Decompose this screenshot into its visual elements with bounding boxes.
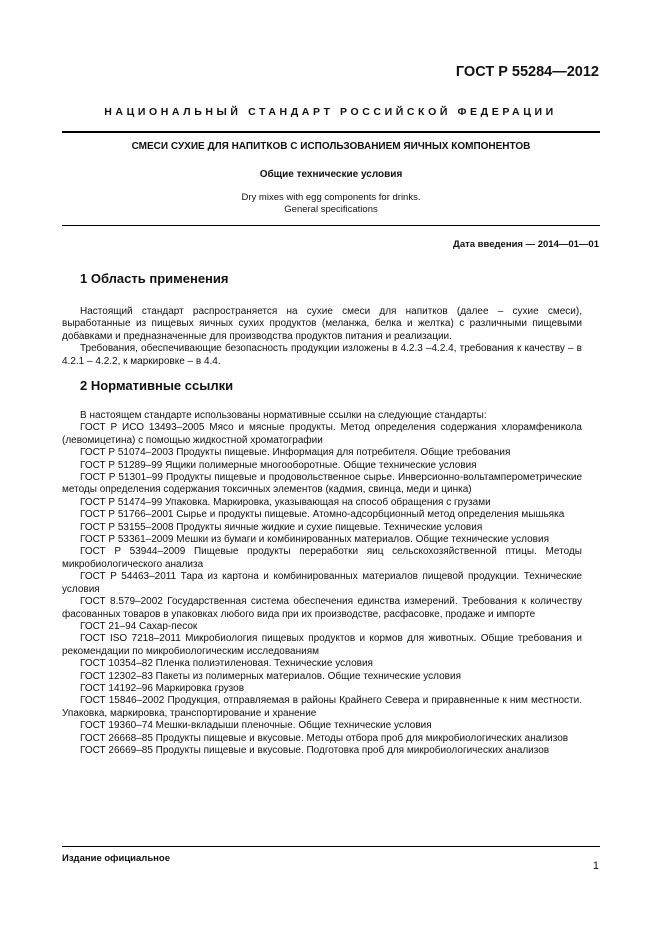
title-divider bbox=[62, 225, 600, 226]
reference-item: ГОСТ Р ИСО 13493–2005 Мясо и мясные продукты. Метод определения содержания хлорамфеникола (левомицетина) с помощью жидкостной хроматографии bbox=[62, 422, 582, 446]
reference-item: ГОСТ 26669–85 Продукты пищевые и вкусовые. Подготовка проб для микробиологических анализов bbox=[80, 744, 550, 756]
paragraph: Настоящий стандарт распространяется на сухие смеси для напитков (далее – сухие смеси), выработанные из пищевых яичных сухих продуктов (меланжа, белка и желтка) с различными пищевыми добавками и предназначенные для производства продуктов питания и реализации. bbox=[62, 306, 582, 342]
section-1-body bbox=[62, 306, 582, 368]
section-2-heading: 2 Нормативные ссылки bbox=[80, 378, 234, 393]
reference-item: ГОСТ 19360–74 Мешки-вкладыши пленочные. Общие технические условия bbox=[80, 720, 432, 732]
reference-item: ГОСТ 12302–83 Пакеты из полимерных материалов. Общие технические условия bbox=[80, 670, 461, 682]
reference-item: ГОСТ Р 54463–2011 Тара из картона и комбинированных материалов пищевой продукции. Технические условия bbox=[62, 571, 582, 595]
paragraph: Требования, обеспечивающие безопасность продукции изложены в 4.2.3 –4.2.4, требования к качеству – в 4.2.1 – 4.2.2, к маркировке – в 4.4. bbox=[62, 343, 582, 367]
national-standard-banner: НАЦИОНАЛЬНЫЙ СТАНДАРТ РОССИЙСКОЙ ФЕДЕРАЦИИ bbox=[104, 106, 557, 118]
reference-item: ГОСТ Р 51301–99 Продукты пищевые и продовольственное сырье. Инверсионно-вольтамперометрические методы определения содержания токсичных элементов (кадмия, свинца, меди и цинка) bbox=[62, 472, 582, 496]
introduction-date: Дата введения — 2014—01—01 bbox=[453, 239, 599, 250]
english-title-line-1: Dry mixes with egg components for drinks. bbox=[241, 192, 421, 203]
footer-divider bbox=[62, 846, 600, 847]
reference-item: ГОСТ ISO 7218–2011 Микробиология пищевых продуктов и кормов для животных. Общие требования и рекомендации по микробиологическим исследованиям bbox=[62, 633, 582, 657]
reference-item: ГОСТ 26668–85 Продукты пищевые и вкусовые. Методы отбора проб для микробиологических анализов bbox=[80, 732, 569, 744]
paragraph: В настоящем стандарте использованы нормативные ссылки на следующие стандарты: bbox=[80, 410, 487, 421]
section-1-heading: 1 Область применения bbox=[80, 271, 229, 286]
section-2-body bbox=[62, 410, 582, 757]
reference-item: ГОСТ Р 51289–99 Ящики полимерные многооборотные. Общие технические условия bbox=[80, 459, 477, 471]
reference-item: ГОСТ Р 51074–2003 Продукты пищевые. Информация для потребителя. Общие требования bbox=[80, 447, 511, 459]
document-title: СМЕСИ СУХИЕ ДЛЯ НАПИТКОВ С ИСПОЛЬЗОВАНИЕМ ЯИЧНЫХ КОМПОНЕНТОВ bbox=[131, 141, 531, 152]
top-divider bbox=[62, 131, 600, 133]
gost-number: ГОСТ Р 55284—2012 bbox=[455, 64, 599, 80]
page-number: 1 bbox=[592, 860, 599, 872]
reference-item: ГОСТ 14192–96 Маркировка грузов bbox=[80, 682, 245, 694]
reference-item: ГОСТ Р 53361–2009 Мешки из бумаги и комбинированных материалов. Общие технические условия bbox=[80, 534, 549, 546]
reference-item: ГОСТ 21–94 Сахар-песок bbox=[80, 620, 198, 632]
english-title bbox=[62, 192, 600, 216]
official-edition-label: Издание официальное bbox=[62, 853, 170, 864]
reference-item: ГОСТ 15846–2002 Продукция, отправляемая в районы Крайнего Севера и приравненные к ним местности. Упаковка, маркировка, транспортирование и хранение bbox=[62, 695, 582, 719]
reference-item: ГОСТ Р 53944–2009 Пищевые продукты переработки яиц сельскохозяйственной птицы. Методы микробиологического анализа bbox=[62, 546, 582, 570]
reference-item: ГОСТ Р 51766–2001 Сырье и продукты пищевые. Атомно-адсорбционный метод определения мышьяка bbox=[80, 509, 565, 521]
reference-item: ГОСТ Р 53155–2008 Продукты яичные жидкие и сухие пищевые. Технические условия bbox=[80, 521, 483, 533]
document-subtitle: Общие технические условия bbox=[259, 169, 403, 180]
reference-item: ГОСТ 10354–82 Пленка полиэтиленовая. Технические условия bbox=[80, 658, 373, 670]
english-title-line-2: General specifications bbox=[284, 204, 378, 215]
reference-item: ГОСТ 8.579–2002 Государственная система обеспечения единства измерений. Требования к количеству фасованных товаров в упаковках любого вида при их производстве, расфасовке, продаже и импорте bbox=[62, 596, 582, 620]
reference-item: ГОСТ Р 51474–99 Упаковка. Маркировка, указывающая на способ обращения с грузами bbox=[80, 496, 491, 508]
